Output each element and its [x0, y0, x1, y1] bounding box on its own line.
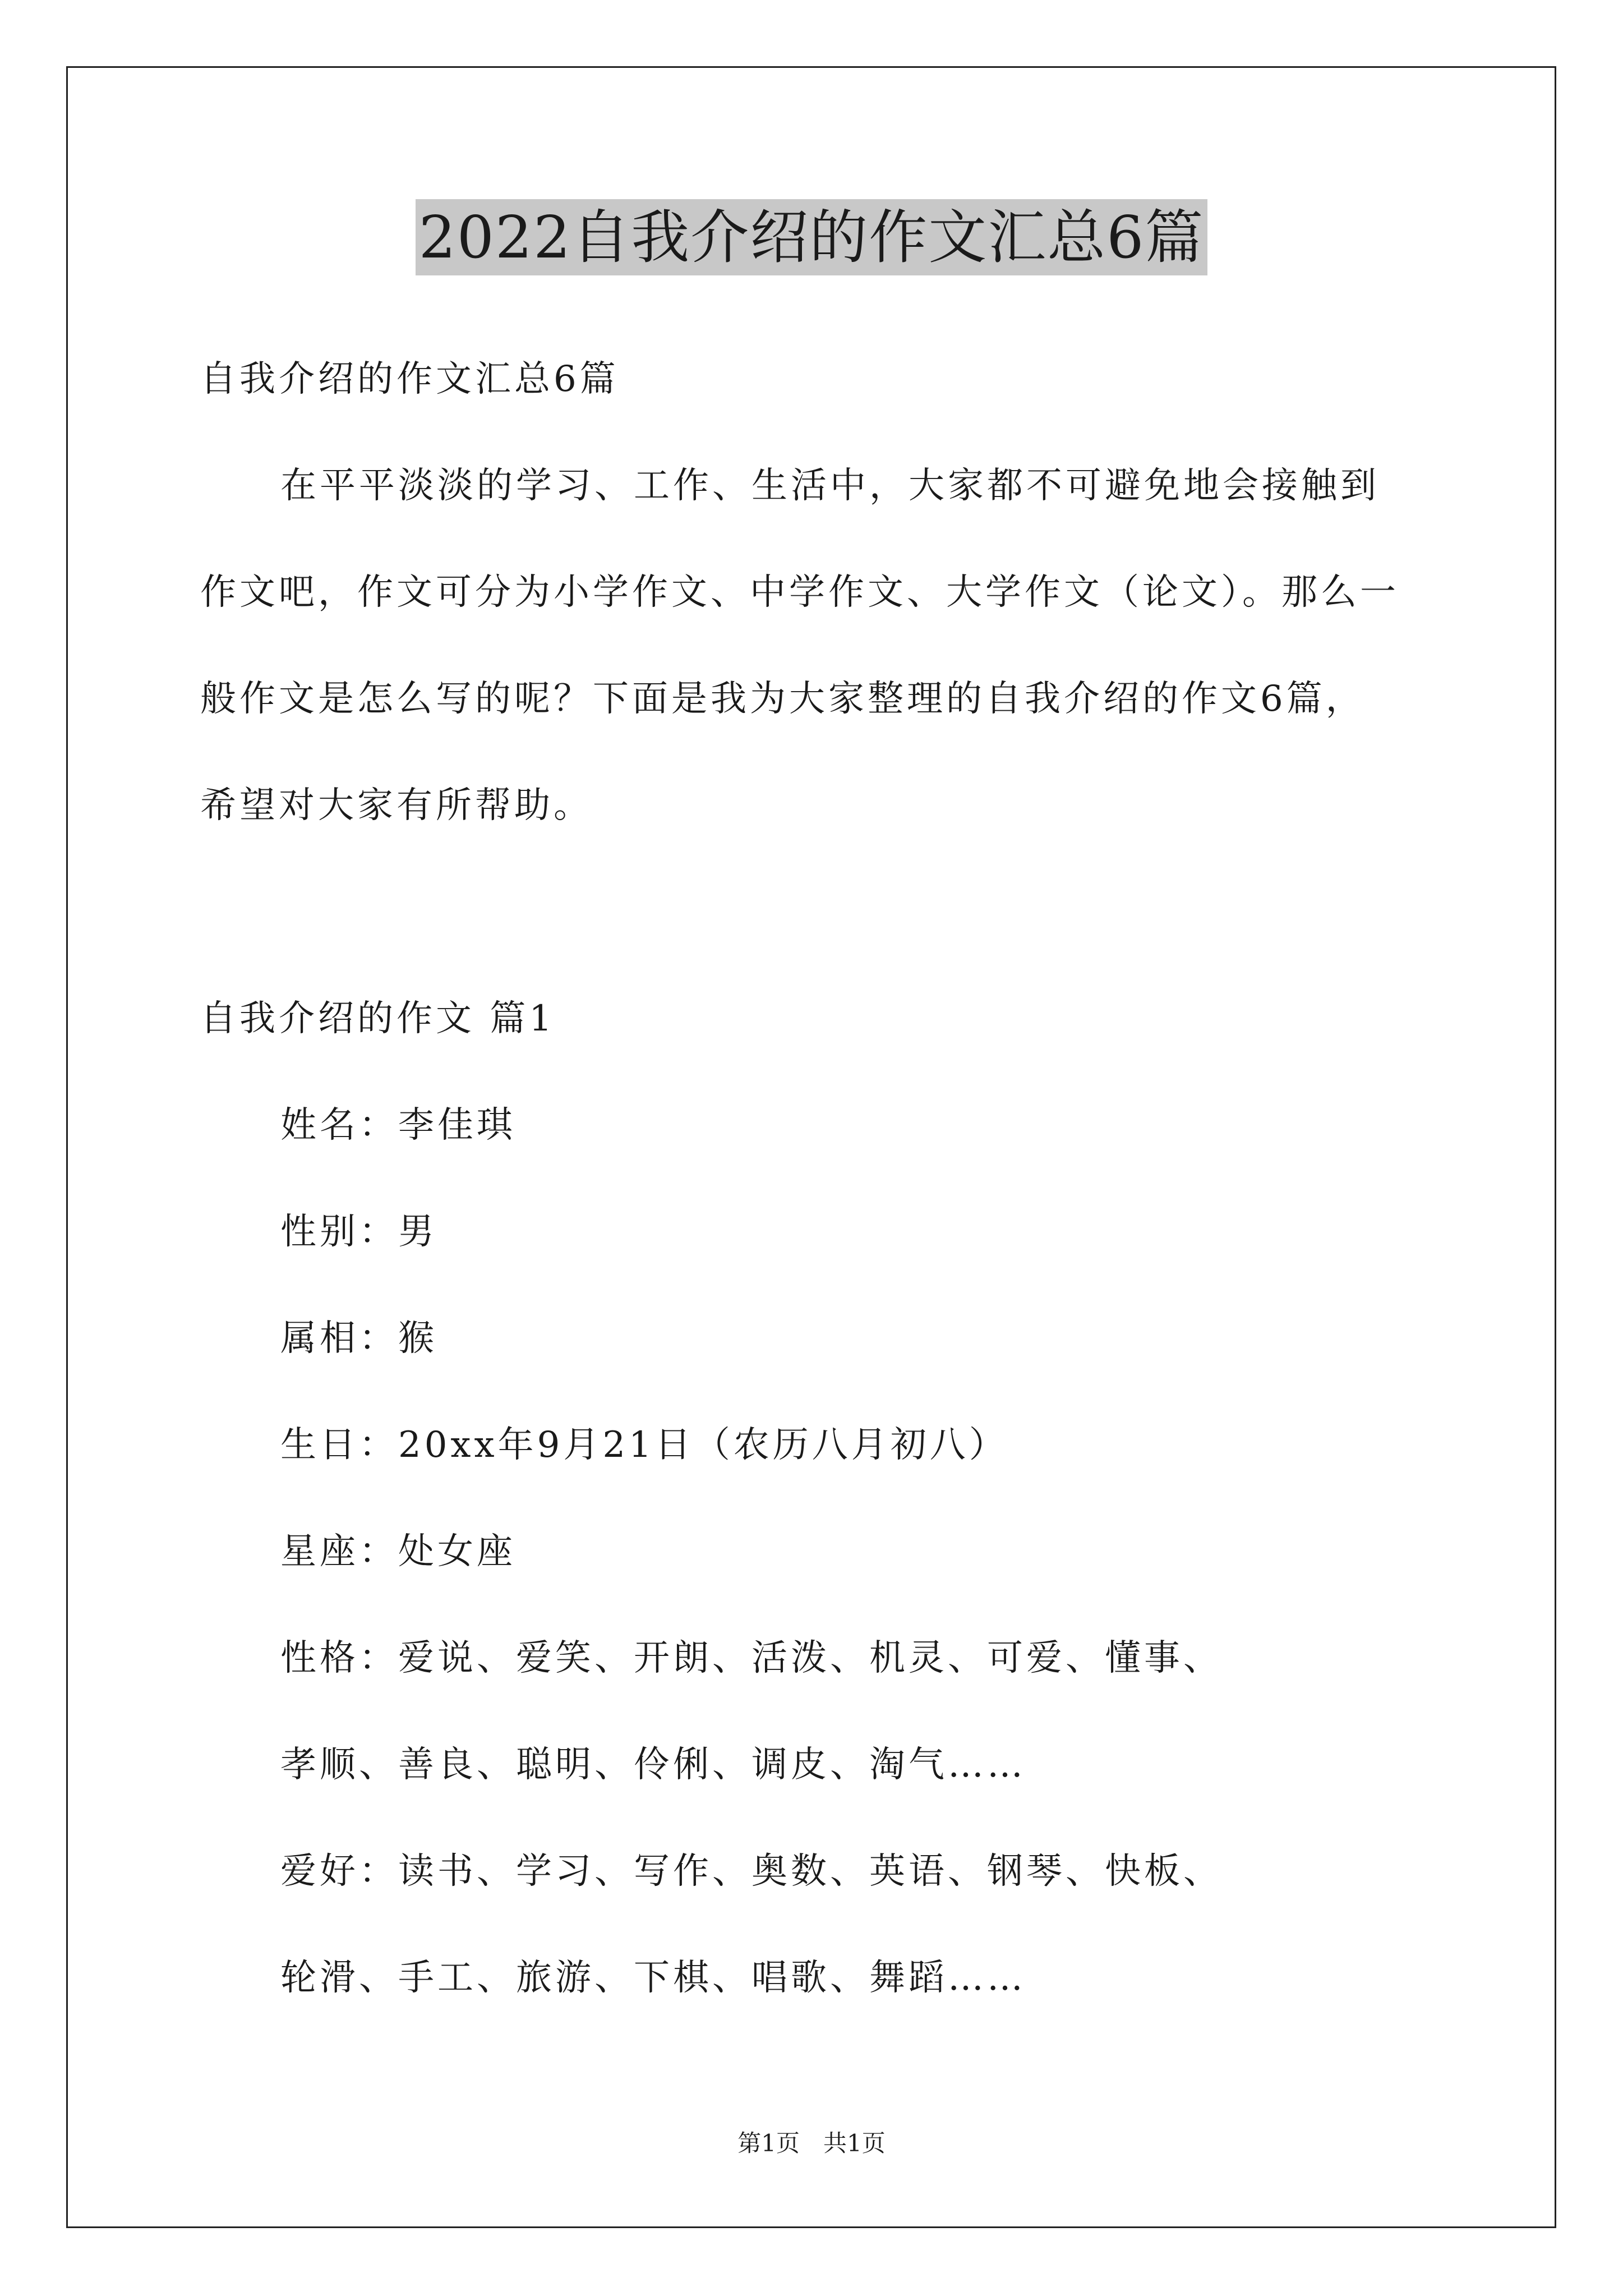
intro-line-4: 希望对大家有所帮助。 — [200, 785, 593, 826]
profile-zodiac: 属相：猴 — [280, 1318, 437, 1359]
title-container — [0, 199, 1623, 275]
section-heading: 自我介绍的作文 篇1 — [200, 998, 556, 1039]
document-title: 2022自我介绍的作文汇总6篇 — [416, 199, 1208, 275]
document-subtitle: 自我介绍的作文汇总6篇 — [200, 358, 619, 400]
profile-birthday: 生日：20xx年9月21日（农历八月初八） — [280, 1424, 1008, 1466]
profile-constellation: 星座：处女座 — [280, 1531, 516, 1572]
profile-personality-cont: 孝顺、善良、聪明、伶俐、调皮、淘气…… — [280, 1744, 1026, 1786]
intro-line-2: 作文吧，作文可分为小学作文、中学作文、大学作文（论文）。那么一 — [200, 572, 1399, 613]
intro-line-1: 在平平淡淡的学习、工作、生活中，大家都不可避免地会接触到 — [280, 465, 1380, 507]
intro-line-3: 般作文是怎么写的呢？下面是我为大家整理的自我介绍的作文6篇， — [200, 678, 1365, 720]
profile-gender: 性别：男 — [280, 1211, 437, 1253]
profile-hobbies: 爱好：读书、学习、写作、奥数、英语、钢琴、快板、 — [280, 1851, 1223, 1892]
profile-name: 姓名：李佳琪 — [280, 1105, 516, 1146]
profile-hobbies-cont: 轮滑、手工、旅游、下棋、唱歌、舞蹈…… — [280, 1957, 1026, 1999]
profile-personality: 性格：爱说、爱笑、开朗、活泼、机灵、可爱、懂事、 — [280, 1637, 1223, 1679]
page-footer: 第1页 共1页 — [737, 2129, 886, 2157]
